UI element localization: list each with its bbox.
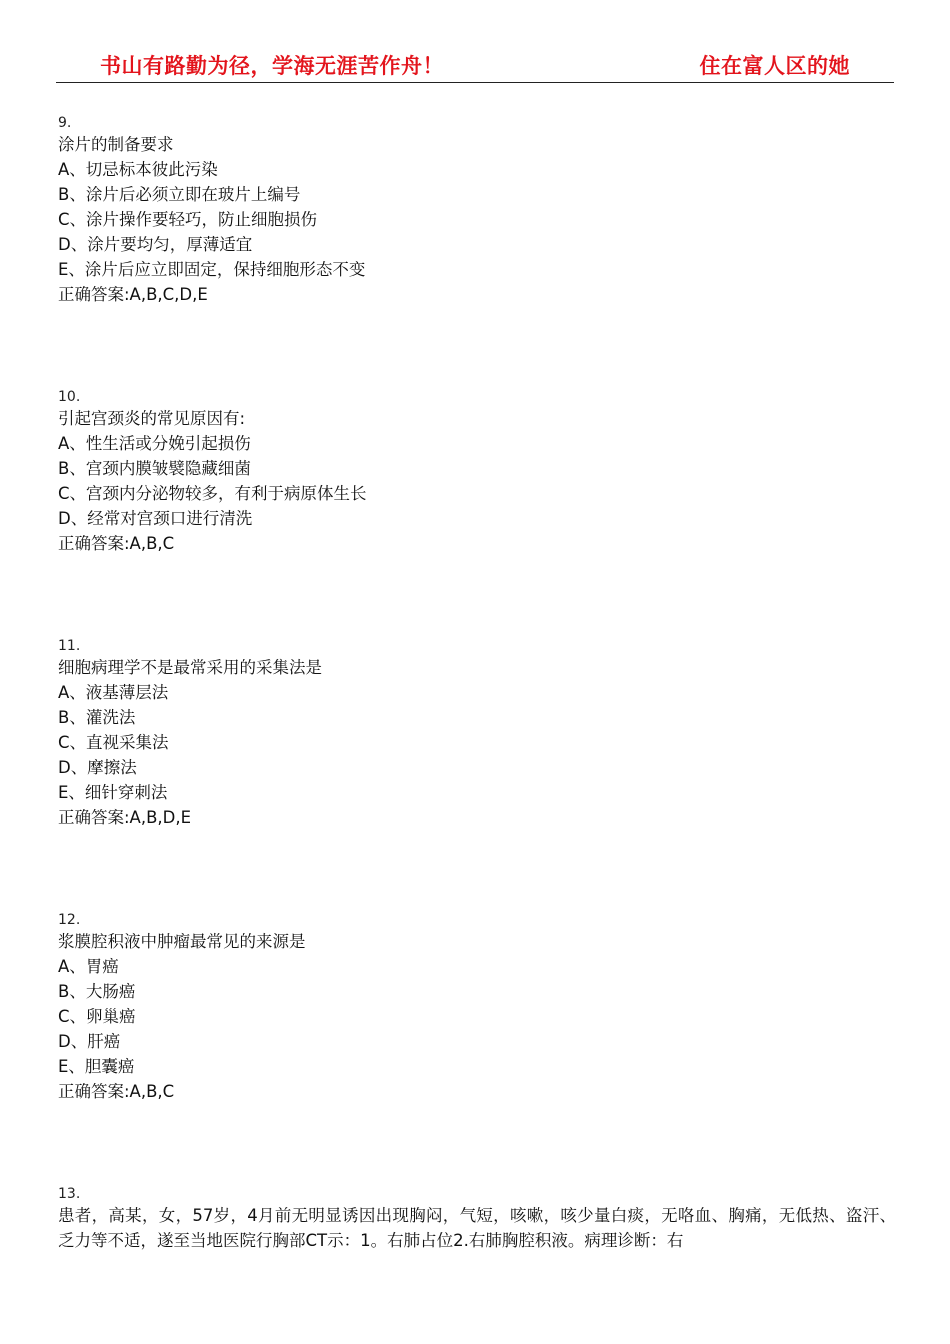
question-13 bbox=[58, 1185, 898, 1253]
option-b: B、宫颈内膜皱襞隐藏细菌 bbox=[58, 459, 251, 478]
question-number: 10. bbox=[58, 389, 81, 405]
question-stem: 细胞病理学不是最常采用的采集法是 bbox=[58, 658, 322, 677]
option-d: D、涂片要均匀，厚薄适宜 bbox=[58, 235, 253, 254]
option-e: E、涂片后应立即固定，保持细胞形态不变 bbox=[58, 260, 366, 279]
question-stem: 涂片的制备要求 bbox=[58, 135, 174, 154]
option-b: B、灌洗法 bbox=[58, 708, 136, 727]
question-number: 13. bbox=[58, 1186, 81, 1202]
option-d: D、经常对宫颈口进行清洗 bbox=[58, 509, 253, 528]
header-motto: 书山有路勤为径，学海无涯苦作舟！ bbox=[100, 53, 444, 78]
question-11 bbox=[58, 637, 898, 830]
option-c: C、卵巢癌 bbox=[58, 1007, 136, 1026]
correct-answer: 正确答案:A,B,C,D,E bbox=[58, 285, 208, 304]
question-stem: 引起宫颈炎的常见原因有: bbox=[58, 409, 246, 428]
option-c: C、直视采集法 bbox=[58, 733, 169, 752]
question-10 bbox=[58, 388, 898, 556]
option-e: E、细针穿刺法 bbox=[58, 783, 168, 802]
option-a: A、液基薄层法 bbox=[58, 683, 169, 702]
option-a: A、切忌标本彼此污染 bbox=[58, 160, 218, 179]
correct-answer: 正确答案:A,B,D,E bbox=[58, 808, 192, 827]
question-number: 12. bbox=[58, 912, 81, 928]
question-12 bbox=[58, 911, 898, 1104]
option-d: D、肝癌 bbox=[58, 1032, 121, 1051]
option-c: C、涂片操作要轻巧，防止细胞损伤 bbox=[58, 210, 318, 229]
question-9 bbox=[58, 114, 898, 307]
question-number: 11. bbox=[58, 638, 81, 654]
correct-answer: 正确答案:A,B,C bbox=[58, 534, 175, 553]
option-c: C、宫颈内分泌物较多，有利于病原体生长 bbox=[58, 484, 367, 503]
header-brand: 住在富人区的她 bbox=[699, 53, 850, 78]
option-a: A、性生活或分娩引起损伤 bbox=[58, 434, 251, 453]
page-header bbox=[56, 46, 894, 83]
case-paragraph: 患者，高某，女，57岁，4月前无明显诱因出现胸闷，气短，咳嗽，咳少量白痰，无咯血、胸痛，无低热、盗汗、乏力等不适，遂至当地医院行胸部CT示：1。右肺占位2.右肺胸腔积液。病理诊断：右 bbox=[58, 1206, 896, 1250]
option-a: A、胃癌 bbox=[58, 957, 119, 976]
correct-answer: 正确答案:A,B,C bbox=[58, 1082, 175, 1101]
question-stem: 浆膜腔积液中肿瘤最常见的来源是 bbox=[58, 932, 306, 951]
option-d: D、摩擦法 bbox=[58, 758, 137, 777]
option-b: B、涂片后必须立即在玻片上编号 bbox=[58, 185, 301, 204]
question-number: 9. bbox=[58, 115, 72, 131]
option-b: B、大肠癌 bbox=[58, 982, 136, 1001]
option-e: E、胆囊癌 bbox=[58, 1057, 135, 1076]
